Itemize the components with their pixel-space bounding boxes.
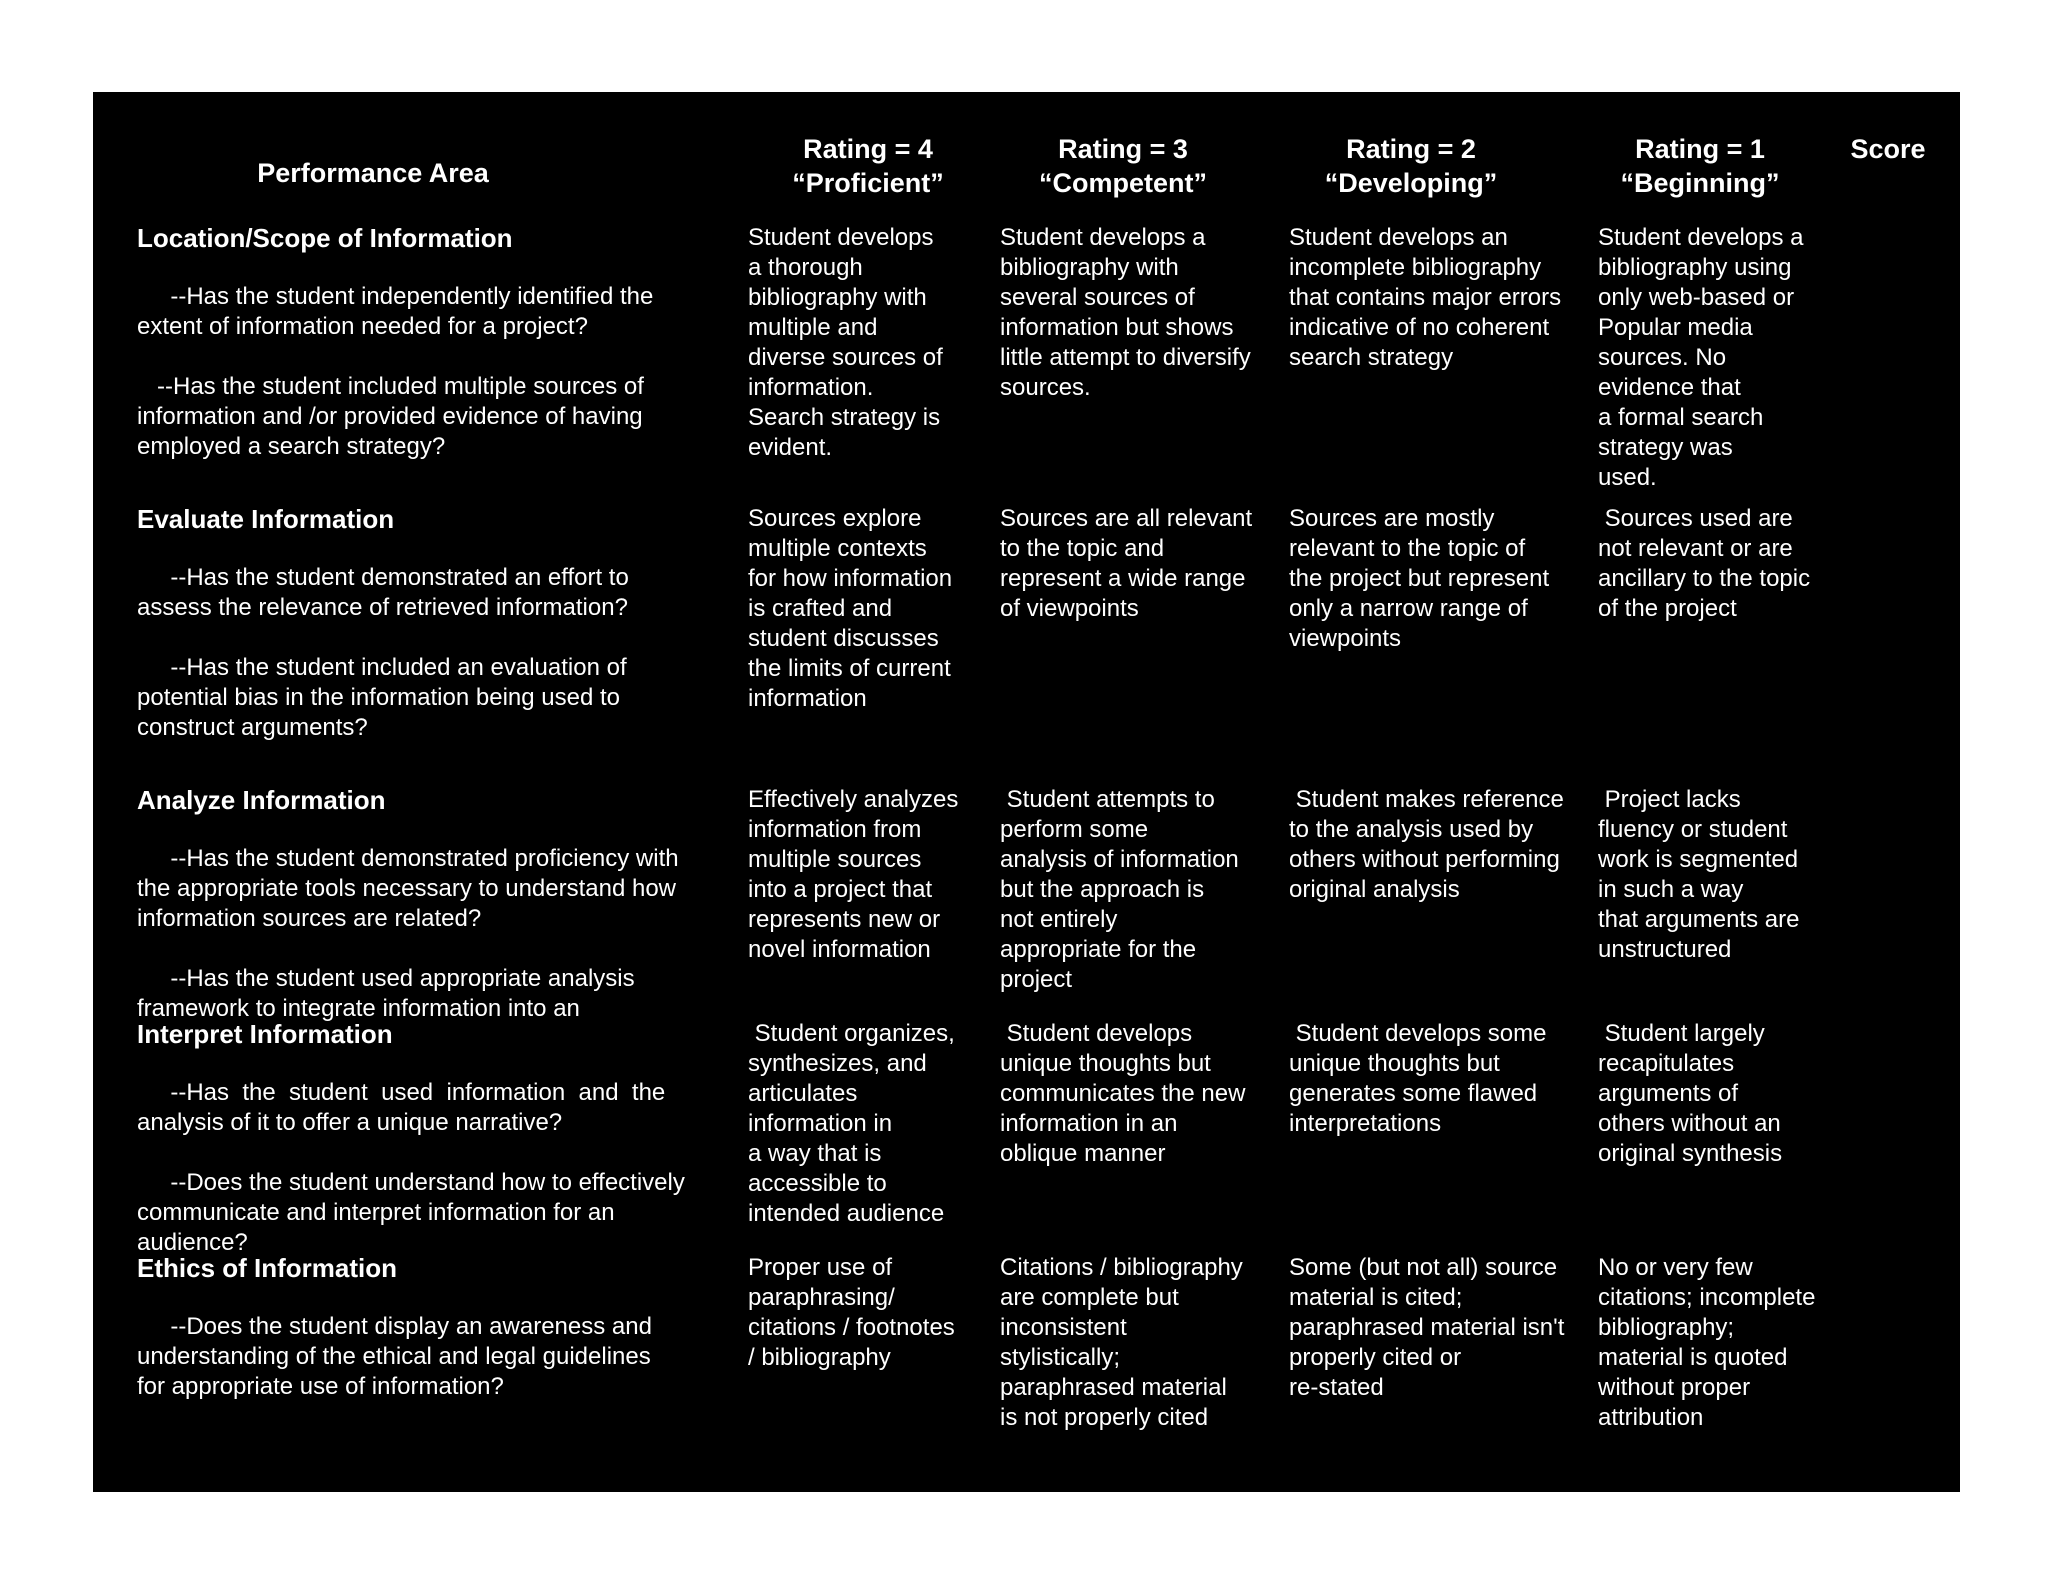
cell-analyze-rating-4: Effectively analyzes information from multiple sources into a project that represents new or novel information [748, 786, 959, 963]
cell-interpret-rating-2: Student develops some unique thoughts but generates some flawed interpretations [1289, 1020, 1547, 1137]
row-title-interpret: Interpret Information [137, 1019, 393, 1049]
header-rating-3: Rating = 3 “Competent” [1039, 134, 1207, 198]
row-questions-evaluate: --Has the student demonstrated an effort to assess the relevance of retrieved information? --Has the student included an evaluation of potential bias in the information being used to construct arguments? [137, 564, 629, 741]
cell-location-scope-rating-3: Student develops a bibliography with several sources of information but shows little attempt to diversify sources. [1000, 224, 1251, 401]
cell-analyze-rating-2: Student makes reference to the analysis used by others without performing original analysis [1289, 786, 1564, 903]
header-rating-4: Rating = 4 “Proficient” [792, 134, 944, 198]
cell-interpret-rating-1: Student largely recapitulates arguments of others without an original synthesis [1598, 1020, 1783, 1167]
header-rating-1: Rating = 1 “Beginning” [1620, 134, 1780, 198]
row-title-evaluate: Evaluate Information [137, 504, 395, 534]
cell-ethics-rating-3: Citations / bibliography are complete but inconsistent stylistically; paraphrased material is not properly cited [1000, 1254, 1243, 1431]
cell-ethics-rating-4: Proper use of paraphrasing/ citations / footnotes / bibliography [748, 1254, 955, 1371]
row-questions-ethics: --Does the student display an awareness and understanding of the ethical and legal guidelines for appropriate use of information? [137, 1313, 652, 1400]
header-performance-area: Performance Area [257, 158, 489, 188]
row-title-analyze: Analyze Information [137, 785, 386, 815]
cell-interpret-rating-3: Student develops unique thoughts but communicates the new information in an oblique manner [1000, 1020, 1246, 1167]
row-title-ethics: Ethics of Information [137, 1253, 397, 1283]
cell-location-scope-rating-1: Student develops a bibliography using only web-based or Popular media sources. No evidence that a formal search strategy was used. [1598, 224, 1804, 491]
cell-location-scope-rating-4: Student develops a thorough bibliography with multiple and diverse sources of information. Search strategy is evident. [748, 224, 943, 461]
cell-evaluate-rating-4: Sources explore multiple contexts for how information is crafted and student discusses the limits of current information [748, 505, 953, 712]
cell-evaluate-rating-2: Sources are mostly relevant to the topic of the project but represent only a narrow range of viewpoints [1289, 505, 1550, 652]
row-questions-interpret: --Has the student used information and the analysis of it to offer a unique narrative? --Does the student understand how to effectively communicate and interpret information for an audience? [137, 1079, 685, 1254]
header-rating-2: Rating = 2 “Developing” [1324, 134, 1498, 198]
header-score: Score [1850, 134, 1926, 164]
row-questions-location-scope: --Has the student independently identified the extent of information needed for a project? --Has the student included multiple sources of information and /or provided evidence of having employed a search strategy? [137, 283, 654, 460]
cell-interpret-rating-4: Student organizes, synthesizes, and articulates information in a way that is accessible to intended audience [748, 1020, 955, 1227]
row-questions-analyze: --Has the student demonstrated proficiency with the appropriate tools necessary to understand how information sources are related? --Has the student used appropriate analysis framework to integrate information into an [137, 845, 679, 1022]
cell-analyze-rating-1: Project lacks fluency or student work is segmented in such a way that arguments are unstructured [1598, 786, 1800, 963]
rubric-panel [93, 92, 1960, 1492]
cell-analyze-rating-3: Student attempts to perform some analysis of information but the approach is not entirely appropriate for the project [1000, 786, 1239, 993]
cell-ethics-rating-1: No or very few citations; incomplete bibliography; material is quoted without proper attribution [1598, 1254, 1816, 1431]
cell-evaluate-rating-1: Sources used are not relevant or are ancillary to the topic of the project [1598, 505, 1811, 622]
cell-location-scope-rating-2: Student develops an incomplete bibliography that contains major errors indicative of no coherent search strategy [1289, 224, 1562, 371]
row-title-location-scope: Location/Scope of Information [137, 223, 513, 253]
cell-evaluate-rating-3: Sources are all relevant to the topic and represent a wide range of viewpoints [1000, 505, 1253, 622]
cell-ethics-rating-2: Some (but not all) source material is cited; paraphrased material isn't properly cited or re-stated [1289, 1254, 1565, 1401]
